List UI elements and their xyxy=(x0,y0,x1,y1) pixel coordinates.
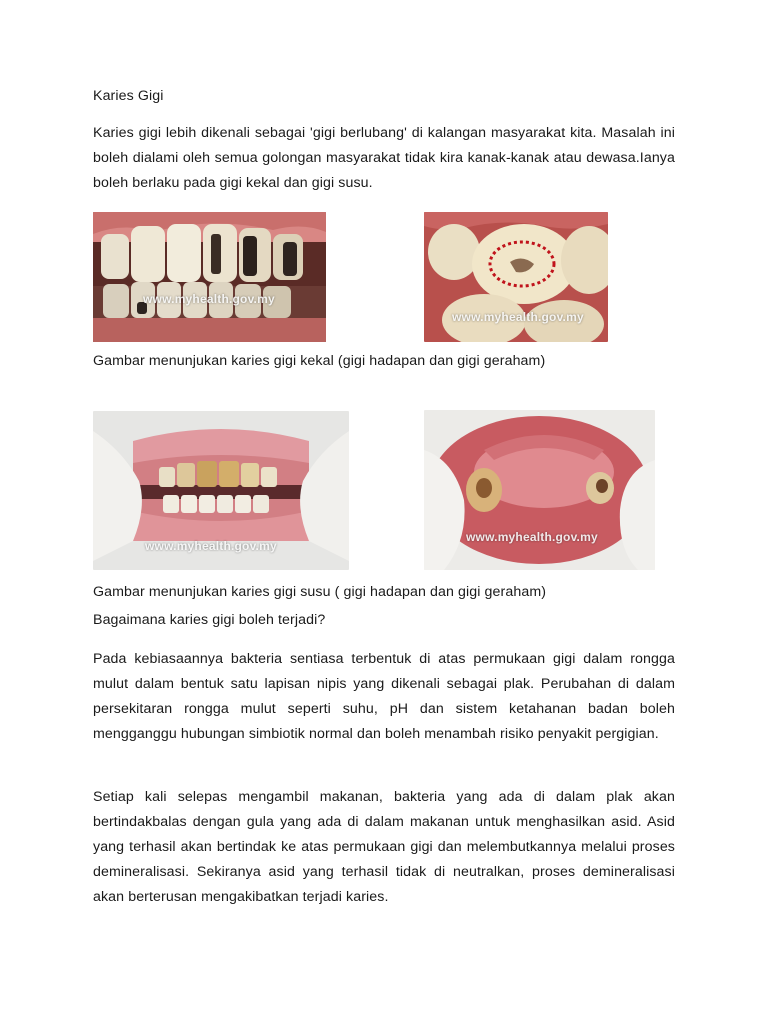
photo-watermark: www.myhealth.gov.my xyxy=(452,310,584,324)
intro-paragraph: Karies gigi lebih dikenali sebagai 'gigi berlubang' di kalangan masyarakat kita. Masalah ini boleh dialami oleh semua golongan masyarakat tidak kira kanak-kanak atau dewasa.Ianya boleh berlaku pada gigi kekal dan gigi susu. xyxy=(93,125,675,191)
paragraph-plaque: Pada kebiasaannya bakteria sentiasa terbentuk di atas permukaan gigi dalam rongga mulut dalam bentuk satu lapisan nipis yang dikenali sebagai plak. Perubahan di dalam persekitaran rongga mulut seperti suhu, pH dan sistem ketahanan badan boleh mengganggu hubungan simbiotik normal dan boleh menambah risiko penyakit pergigian. xyxy=(93,651,675,742)
document-title: Karies Gigi xyxy=(93,88,164,104)
photo-watermark: www.myhealth.gov.my xyxy=(143,292,275,306)
photo-permanent-front-teeth xyxy=(93,212,326,342)
caption-permanent-teeth: Gambar menunjukan karies gigi kekal (gigi hadapan dan gigi geraham) xyxy=(93,353,546,369)
photo-permanent-molar xyxy=(424,212,608,342)
photo-primary-molars xyxy=(424,410,655,570)
photo-primary-front-teeth xyxy=(93,411,349,570)
paragraph-demineralisation: Setiap kali selepas mengambil makanan, bakteria yang ada di dalam plak akan bertindakbalas dengan gula yang ada di dalam makanan untuk menghasilkan asid. Asid yang terhasil akan bertindak ke atas permukaan gigi dan melembutkannya melalui proses demineralisasi. Sekiranya asid yang terhasil tidak di neutralkan, proses demineralisasi akan berterusan mengakibatkan terjadi karies. xyxy=(93,789,675,905)
photo-watermark: www.myhealth.gov.my xyxy=(145,539,277,553)
caption-primary-teeth: Gambar menunjukan karies gigi susu ( gigi hadapan dan gigi geraham) xyxy=(93,584,547,600)
photo-watermark: www.myhealth.gov.my xyxy=(466,530,598,544)
section-heading: Bagaimana karies gigi boleh terjadi? xyxy=(93,612,326,628)
